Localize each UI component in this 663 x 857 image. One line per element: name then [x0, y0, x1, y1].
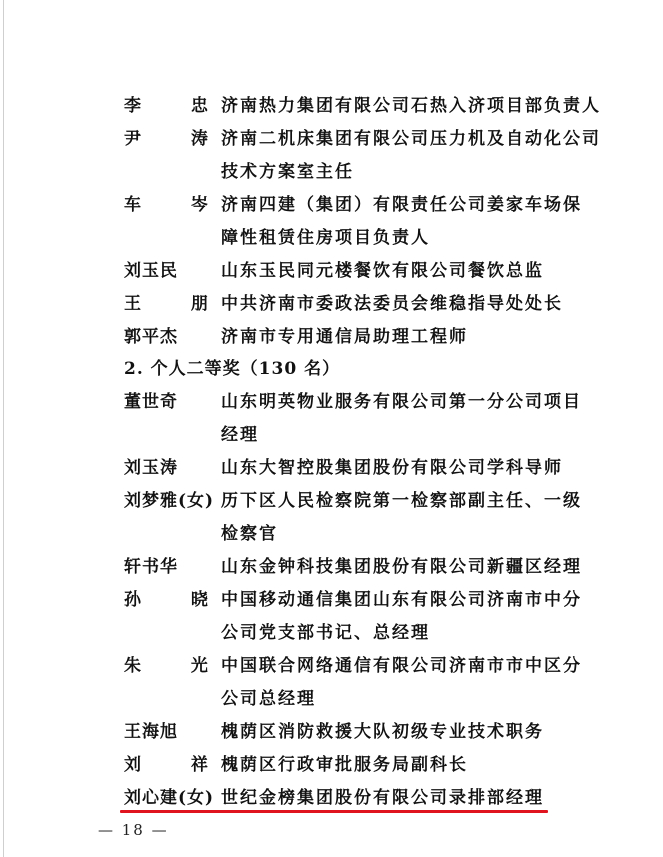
awardee-name: 刘玉涛	[124, 458, 178, 478]
awardee-position: 山东大智控股集团股份有限公司学科导师	[221, 458, 563, 478]
awardee-position-continued: 公司党支部书记、总经理	[221, 623, 430, 643]
page-edge	[3, 0, 4, 857]
awardee-name: 刘梦雅(女)	[124, 491, 215, 511]
awardee-position: 济南热力集团有限公司石热入济项目部负责人	[221, 96, 601, 116]
awardee-name: 郭平杰	[124, 327, 178, 347]
awardee-name: 尹 涛	[124, 129, 230, 149]
awardee-name: 刘玉民	[124, 261, 178, 281]
awardee-name: 孙 晓	[124, 590, 230, 610]
awardee-position: 山东明英物业服务有限公司第一分公司项目	[221, 392, 582, 412]
awardee-name: 车 岑	[124, 195, 230, 215]
awardee-name: 轩书华	[124, 557, 178, 577]
awardee-position: 槐荫区消防救援大队初级专业技术职务	[221, 722, 544, 742]
page-number: — 18 —	[98, 821, 169, 839]
awardee-position-continued: 技术方案室主任	[221, 162, 354, 182]
red-highlight-underline	[120, 810, 548, 813]
awardee-position-continued: 检察官	[221, 524, 278, 544]
awardee-position: 历下区人民检察院第一检察部副主任、一级	[221, 491, 582, 511]
awardee-position: 中国移动通信集团山东有限公司济南市中分	[221, 590, 582, 610]
awardee-name: 王海旭	[124, 722, 178, 742]
awardee-position-continued: 障性租赁住房项目负责人	[221, 228, 430, 248]
awardee-name: 董世奇	[124, 392, 178, 412]
awardee-position: 槐荫区行政审批服务局副科长	[221, 755, 468, 775]
awardee-name-highlighted: 刘心建(女)	[124, 788, 215, 808]
awardee-name: 王 朋	[124, 294, 230, 314]
awardee-position-continued: 经理	[221, 425, 259, 445]
awardee-name: 朱 光	[124, 656, 230, 676]
awardee-position: 山东金钟科技集团股份有限公司新疆区经理	[221, 557, 582, 577]
awardee-position: 济南二机床集团有限公司压力机及自动化公司	[221, 129, 601, 149]
section-heading: 2. 个人二等奖（130 名）	[124, 359, 341, 379]
awardee-position: 山东玉民同元楼餐饮有限公司餐饮总监	[221, 261, 544, 281]
awardee-name: 李 忠	[124, 96, 230, 116]
awardee-position-highlighted: 世纪金榜集团股份有限公司录排部经理	[221, 788, 544, 808]
awardee-position: 济南四建（集团）有限责任公司姜家车场保	[221, 195, 582, 215]
awardee-position: 中国联合网络通信有限公司济南市市中区分	[221, 656, 582, 676]
awardee-name: 刘 祥	[124, 755, 230, 775]
awardee-position: 济南市专用通信局助理工程师	[221, 327, 468, 347]
awardee-position: 中共济南市委政法委员会维稳指导处处长	[221, 294, 563, 314]
awardee-position-continued: 公司总经理	[221, 689, 316, 709]
